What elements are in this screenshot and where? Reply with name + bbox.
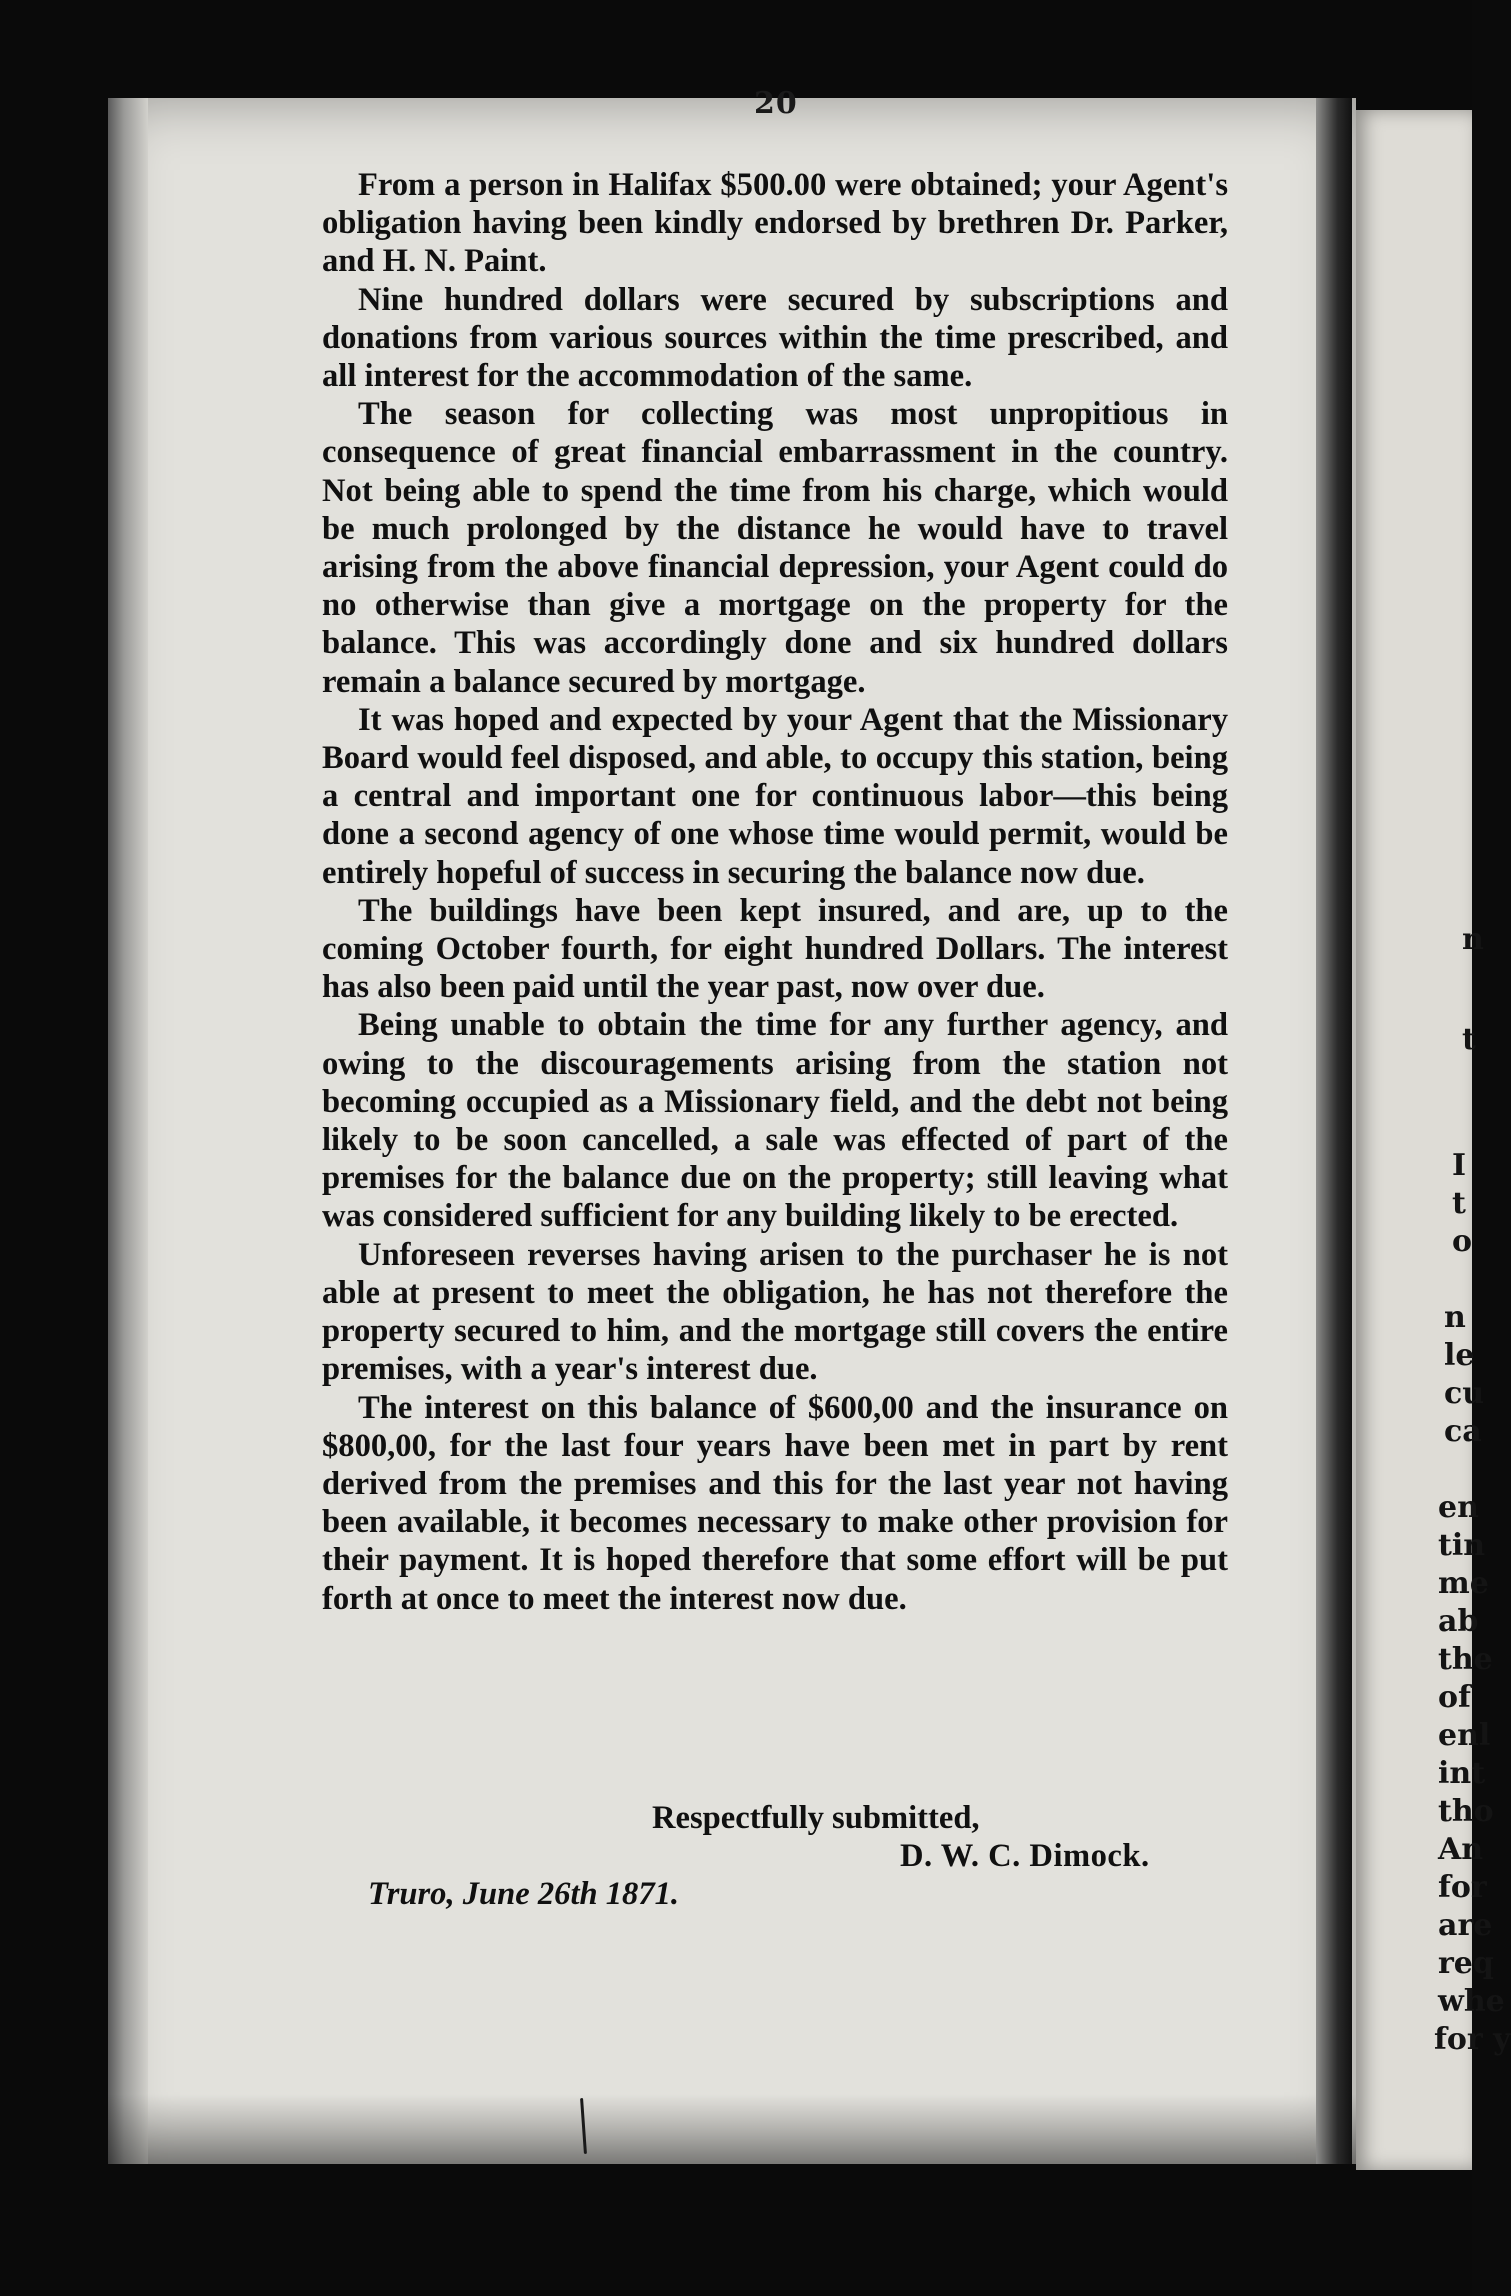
facing-text-fragment: n bbox=[1444, 1300, 1466, 1335]
facing-text-fragment: An bbox=[1438, 1832, 1484, 1867]
paragraph: From a person in Halifax $500.00 were obtained; your Agent's obligation having been kindly endorsed by brethren Dr. Parker, and H. N. Paint. bbox=[322, 167, 1228, 280]
paragraph: It was hoped and expected by your Agent that the Missionary Board would feel disposed, and able, to occupy this station, being a central and important one for continuous labor—this being done a second agency of one whose time would permit, would be entirely hopeful of success in securing the balance now due. bbox=[322, 701, 1228, 891]
facing-text-fragment: I bbox=[1452, 1148, 1467, 1183]
facing-text-fragment: o bbox=[1452, 1224, 1473, 1259]
dateline: Truro, June 26th 1871. bbox=[368, 1876, 680, 1912]
paragraph: Unforeseen reverses having arisen to the purchaser he is not able at present to meet the obligation, he has not therefore the property secured to him, and the mortgage still covers the entire premises, with a year's interest due. bbox=[322, 1236, 1228, 1388]
facing-text-fragment: t bbox=[1462, 1022, 1476, 1057]
facing-text-fragment: int bbox=[1438, 1756, 1486, 1791]
facing-text-fragment: of bbox=[1438, 1680, 1471, 1715]
facing-text-fragment: are bbox=[1438, 1908, 1493, 1943]
page-bottom-shadow bbox=[108, 2094, 1356, 2164]
book-gutter bbox=[1316, 98, 1352, 2164]
facing-text-fragment: cu bbox=[1444, 1376, 1485, 1411]
paragraph: The interest on this balance of $600,00 and the insurance on $800,00, for the last four years have been met in part by rent derived from the premises and this for the last year not having been available, it becomes necessary to make other provision for their payment. It is hoped therefore that some effort will be put forth at once to meet the interest now due. bbox=[322, 1389, 1228, 1617]
paragraph: Nine hundred dollars were secured by subscriptions and donations from various sources within the time prescribed, and all interest for the accommodation of the same. bbox=[322, 281, 1228, 395]
paragraph: The buildings have been kept insured, and are, up to the coming October fourth, for eight hundred Dollars. The interest has also been paid until the year past, now over due. bbox=[322, 892, 1228, 1006]
facing-text-fragment: tin bbox=[1438, 1528, 1486, 1563]
page-number: 20 bbox=[754, 86, 798, 121]
facing-text-fragment: enl bbox=[1438, 1718, 1491, 1753]
paragraph: Being unable to obtain the time for any further agency, and owing to the discouragements arising from the station not becoming occupied as a Missionary field, and the debt not being likely to be soon cancelled, a sale was effected of part of the premises for the balance due on the property; still leaving what was considered sufficient for any building likely to be erected. bbox=[322, 1007, 1228, 1235]
facing-text-fragment: n bbox=[1462, 922, 1484, 957]
page-binding-edge bbox=[108, 98, 148, 2164]
facing-text-fragment: whe bbox=[1438, 1984, 1505, 2019]
facing-text-fragment: tho bbox=[1438, 1794, 1494, 1829]
facing-page bbox=[1356, 110, 1511, 2170]
facing-text-fragment: ab bbox=[1438, 1604, 1479, 1639]
facing-text-fragment: ca bbox=[1444, 1414, 1482, 1449]
facing-text-fragment: for y bbox=[1434, 2022, 1511, 2057]
facing-text-fragment: t bbox=[1452, 1186, 1466, 1221]
closing-line: Respectfully submitted, bbox=[652, 1800, 980, 1836]
facing-text-fragment: for bbox=[1438, 1870, 1487, 1905]
facing-text-fragment: me bbox=[1438, 1566, 1489, 1601]
paragraph: The season for collecting was most unpropitious in consequence of great financial embarrassment in the country. Not being able to spend the time from his charge, which would be much prolonged by the distance he would have to travel arising from the above financial depression, your Agent could do no otherwise than give a mortgage on the property for the balance. This was accordingly done and six hundred dollars remain a balance secured by mortgage. bbox=[322, 396, 1228, 700]
facing-text-fragment: en bbox=[1438, 1490, 1479, 1525]
facing-text-fragment: the bbox=[1438, 1642, 1493, 1677]
facing-text-fragment: le bbox=[1444, 1338, 1475, 1373]
body-text bbox=[322, 166, 1228, 1618]
facing-text-fragment: req bbox=[1438, 1946, 1494, 1981]
signature: D. W. C. Dimock. bbox=[900, 1838, 1150, 1874]
